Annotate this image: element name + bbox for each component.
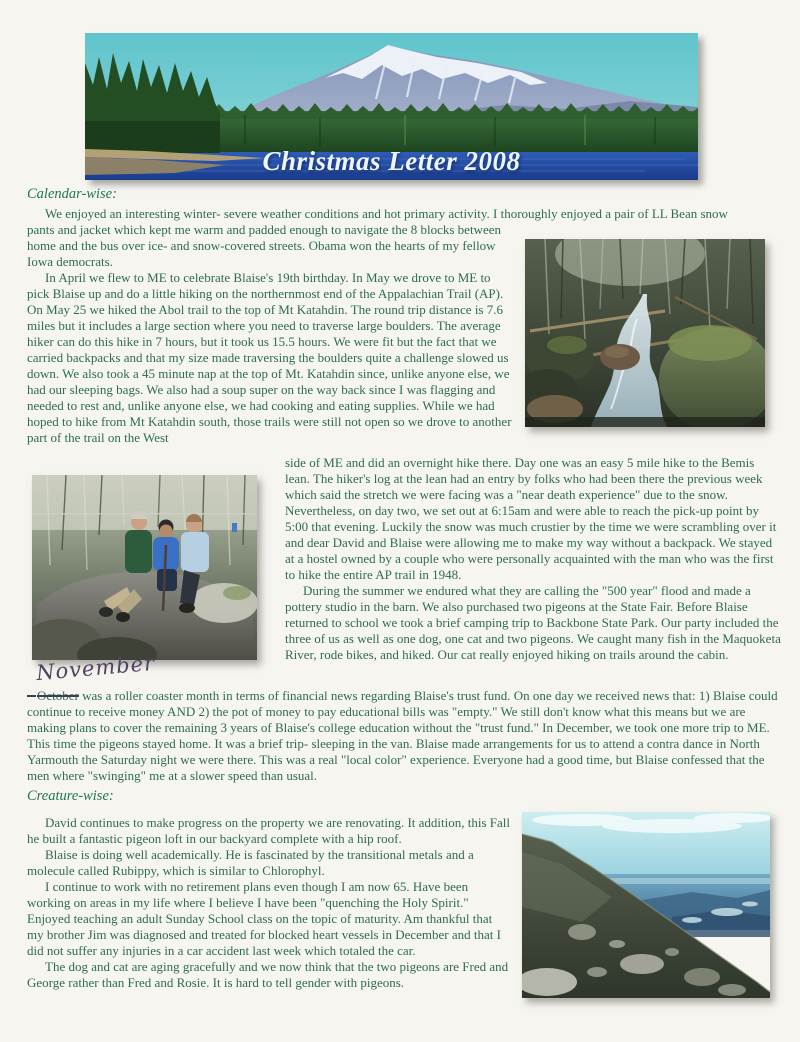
mountainside-view-illustration <box>522 812 770 998</box>
calendar-paragraph-4 <box>27 688 783 784</box>
hikers-on-boulder-illustration <box>32 475 257 660</box>
moss-patch <box>223 586 251 600</box>
creature-paragraph-3: I continue to work with no retirement plans even though I am now 65. Have been working on areas in my life where I believe I have been "quenching the Holy Spirit." Enjoyed teaching an adult Sunday School class on the topic of maturity. Am thankful that my brother Jim was diagnosed and treated for blocked heart vessels in December and that I did not suffer any injuries in a car accident last week which totaled the car. <box>27 879 501 958</box>
calendar-section-heading: Calendar-wise: <box>27 186 117 202</box>
calendar-paragraph-3: During the summer we endured what they are calling the "500 year" flood and made a pottery studio in the barn. We also purchased two pigeons at the State Fair. Before Blaise returned to school we took a brief camping trip to Backbone State Park. Our party included the three of us as well as one dog, one cat and two pigeons. We caught many fish in the Maquoketa River, rode bikes, and hiked. Our cat really enjoyed hiking on trails around the cabin. <box>285 583 781 662</box>
creature-paragraph-1: David continues to make progress on the property we are renovating. It addition, this Fall he built a fantastic pigeon loft in our backyard complete with a hip roof. <box>27 815 510 846</box>
creature-paragraph-4: The dog and cat are aging gracefully and we now think that the two pigeons are Fred and George rather than Fred and Rosie. It is hard to tell gender with pigeons. <box>27 959 509 990</box>
calendar-right-column <box>285 455 782 663</box>
calendar-paragraph-1-line-1: We enjoyed an interesting winter- severe weather conditions and hot primary activity. I thoroughly enjoyed a pair of LL Bean snow <box>45 206 728 221</box>
brown-boulder-highlight <box>605 346 629 358</box>
calendar-left-column <box>27 222 513 446</box>
letter-title: Christmas Letter 2008 <box>262 146 521 176</box>
bottom-shadow <box>525 417 765 427</box>
creature-section-heading: Creature-wise: <box>27 788 114 804</box>
forest-stream-illustration <box>525 239 765 427</box>
calendar-paragraph-2: In April we flew to ME to celebrate Blaise's 19th birthday. In May we drove to ME to pick Blaise up and do a little hiking on the northernmost end of the Appalachian Trail (AP). On May 25 we hiked the Abol trail to the top of Mt Katahdin. The round trip distance is 7.6 miles but it includes a large section where you need to traverse large boulders. The average hiker can do this hike in 7 hours, but it took us 15.5 hours. We were fit but the fact that we carried backpacks and that my size made traversing the boulders quite a challenge slowed us down. We also took a 45 minute nap at the top of Mt. Katahdin since, unlike anyone else, we had our sleeping bags. We also had a soup super on the way back since I was flagging and needed to rest and, unlike anyone else, we had cooking and eating supplies. While we had hoped to hike from Mt Katahdin south, those trails were still not open so we drove to another part of the trail on the West <box>27 270 512 445</box>
mountainside-photo <box>522 812 770 998</box>
left-moss <box>547 336 587 354</box>
header-photo <box>85 33 698 180</box>
boulder-moss <box>668 325 752 361</box>
calendar-paragraph-2-continued: side of ME and did an overnight hike there. Day one was an easy 5 mile hike to the Bemis lean. The hiker's log at the lean had an entry by folks who had been there the previous week which said the stretch we were facing was a "near death experience" due to the snow. Nevertheless, on day two, we set out at 6:15am and were able to reach the pick-up point by 5:00 that evening. Luckily the snow was much crustier by the time we were scrambling over it and dear David and Blaise were allowing me to make my way without a backpack. We stayed at a hostel owned by a couple who were personally acquainted with the man who was the first to hike the entire AP trail in 1948. <box>285 455 777 582</box>
stream-photo <box>525 239 765 427</box>
creature-paragraph-2: Blaise is doing well academically. He is fascinated by the transitional metals and a molecule called Rubippy, which is similar to Chlorophyl. <box>27 847 474 878</box>
struck-october: October <box>37 688 79 703</box>
handwritten-november: November <box>35 650 156 686</box>
calendar-paragraph-1-continued: pants and jacket which kept me warm and padded enough to navigate the 8 blocks between home and the bus over ice- and snow-covered streets. Obama won the hearts of my fellow Iowa democrats. <box>27 222 501 269</box>
trail-blaze <box>232 523 237 532</box>
group-photo <box>32 475 257 660</box>
creature-column <box>27 815 511 991</box>
calendar-paragraph-4-text: was a roller coaster month in terms of financial news regarding Blaise's trust fund. On one day we received news that: 1) Blaise could continue to receive money AND 2) the pot of money to pay educational bills was "empty." We still don't know what this means but we are making plans to cover the remaining 3 years of Blaise's college education without the "trust fund." In December, we took one more trip to ME. This time the pigeons stayed home. It was a brief trip- sleeping in the van. Blaise made arrangements for us to attend a contra dance in North Yarmouth the Saturday night we were there. This was a real "local color" experience. Everyone had a good time, but Blaise confessed that the men where "swinging" me at a slower speed than usual. <box>27 688 778 783</box>
strike-mark <box>27 695 36 697</box>
